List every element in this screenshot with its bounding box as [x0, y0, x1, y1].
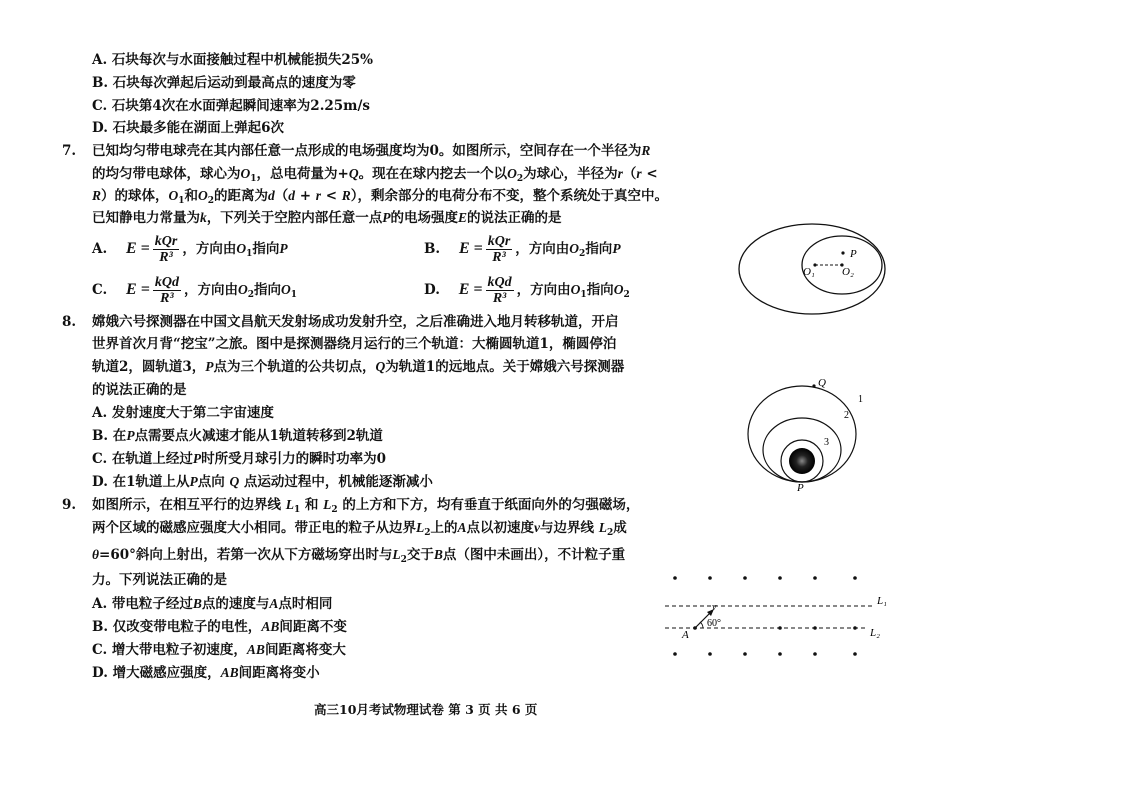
q8-option-a: A. 发射速度大于第二宇宙速度 — [92, 405, 274, 421]
l1-label: L₁ — [877, 595, 887, 607]
p-label: P — [850, 248, 857, 260]
a-label: A — [682, 629, 689, 641]
q8-option-b: B. 在P点需要点火减速才能从1轨道转移到2轨道 — [92, 428, 383, 444]
l2-label: L₂ — [870, 627, 880, 639]
q8-option-d: D. 在1轨道上从P点向 Q 点运动过程中，机械能逐渐减小 — [92, 474, 433, 490]
q-label: Q — [818, 377, 826, 389]
orbit-3-label: 3 — [824, 437, 829, 448]
page-footer: 高三10月考试物理试卷 第 3 页 共 6 页 — [314, 702, 538, 717]
p-point — [841, 251, 844, 254]
q7-line-3: R）的球体，$O_1$和$O_2$的距离为d（d + r < R），剩余部分的电荷分布不变，整个系统处于真空中。 — [92, 188, 669, 206]
field-dots-top — [673, 576, 857, 580]
q9-option-c: C. 增大带电粒子初速度，AB间距离将变大 — [92, 642, 346, 658]
field-dots-bottom — [673, 652, 857, 656]
q6-option-d: D. 石块最多能在湖面上弹起6次 — [92, 120, 285, 136]
q9-option-a: A. 带电粒子经过B点的速度与A点时相同 — [92, 596, 333, 612]
q7-number: 7. — [62, 143, 77, 159]
q7-sphere-figure — [735, 222, 895, 318]
q8-line-2: 世界首次月背“挖宝”之旅。图中是探测器绕月运行的三个轨道：大椭圆轨道1，椭圆停泊 — [92, 336, 617, 352]
orbit-1-label: 1 — [858, 394, 863, 405]
q8-option-c: C. 在轨道上经过P时所受月球引力的瞬时功率为0 — [92, 451, 387, 467]
q7-option-d: D. E = $\frac{\text{kQd}}{\text{R³}}$ ，方向由$O_1$指向$O_2$ — [424, 275, 630, 306]
q7-option-a: A. E = $\frac{\text{kQr}}{\text{R³}}$ ，方向由$O_1$指向P — [92, 234, 288, 265]
q9-line-3: θ=60°斜向上射出，若第一次从下方磁场穿出时与$L_2$交于B点（图中未画出），不计粒子重 — [92, 547, 626, 565]
q8-line-3: 轨道2，圆轨道3，P点为三个轨道的公共切点，Q为轨道1的远地点。关于嫦娥六号探测器 — [92, 359, 625, 375]
q9-line-4: 力。下列说法正确的是 — [92, 572, 227, 588]
v-label: v — [712, 602, 717, 613]
q8-orbit-figure — [740, 376, 880, 492]
q9-option-b: B. 仅改变带电粒子的电性，AB间距离不变 — [92, 619, 347, 635]
q7-option-c: C. E = $\frac{\text{kQd}}{\text{R³}}$ ，方向由$O_2$指向$O_1$ — [92, 275, 297, 306]
q8-line-1: 嫦娥六号探测器在中国文昌航天发射场成功发射升空，之后准确进入地月转移轨道，开启 — [92, 314, 619, 330]
q9-line-1: 如图所示，在相互平行的边界线 $L_1$ 和 $L_2$ 的上方和下方，均有垂直于纸面向外的匀强磁场， — [92, 497, 640, 515]
q9-field-figure — [660, 570, 900, 662]
moon — [789, 448, 815, 474]
q7-line-1: 已知均匀带电球壳在其内部任意一点形成的电场强度均为0。如图所示，空间存在一个半径为R — [92, 143, 651, 159]
q-point — [812, 384, 815, 387]
o2-label: O₂ — [842, 266, 854, 278]
angle-arc — [700, 622, 703, 628]
o1-label: O₁ — [803, 266, 815, 278]
field-dots-middle — [778, 626, 857, 630]
orbit-2-label: 2 — [844, 410, 849, 421]
q6-option-c: C. 石块第4次在水面弹起瞬间速率为2.25m/s — [92, 98, 370, 114]
q9-option-d: D. 增大磁感应强度，AB间距离将变小 — [92, 665, 320, 681]
q7-line-2: 的均匀带电球体，球心为$O_1$，总电荷量为+Q。现在在球内挖去一个以$O_2$为球心，半径为r（r < — [92, 166, 658, 184]
q8-line-4: 的说法正确的是 — [92, 382, 187, 398]
q7-line-4: 已知静电力常量为k，下列关于空腔内部任意一点P的电场强度E的说法正确的是 — [92, 210, 562, 226]
p-label: P — [797, 482, 804, 492]
q9-number: 9. — [62, 497, 77, 513]
q6-option-b: B. 石块每次弹起后运动到最高点的速度为零 — [92, 75, 356, 91]
q7-option-b: B. E = $\frac{\text{kQr}}{\text{R³}}$ ，方向由$O_2$指向P — [424, 234, 621, 265]
q9-line-2: 两个区域的磁感应强度大小相同。带正电的粒子从边界$L_2$上的A点以初速度v与边界线 $L_2$成 — [92, 520, 627, 538]
angle-label: 60° — [707, 618, 721, 629]
q8-number: 8. — [62, 314, 77, 330]
q6-option-a: A. 石块每次与水面接触过程中机械能损失25% — [92, 52, 373, 68]
